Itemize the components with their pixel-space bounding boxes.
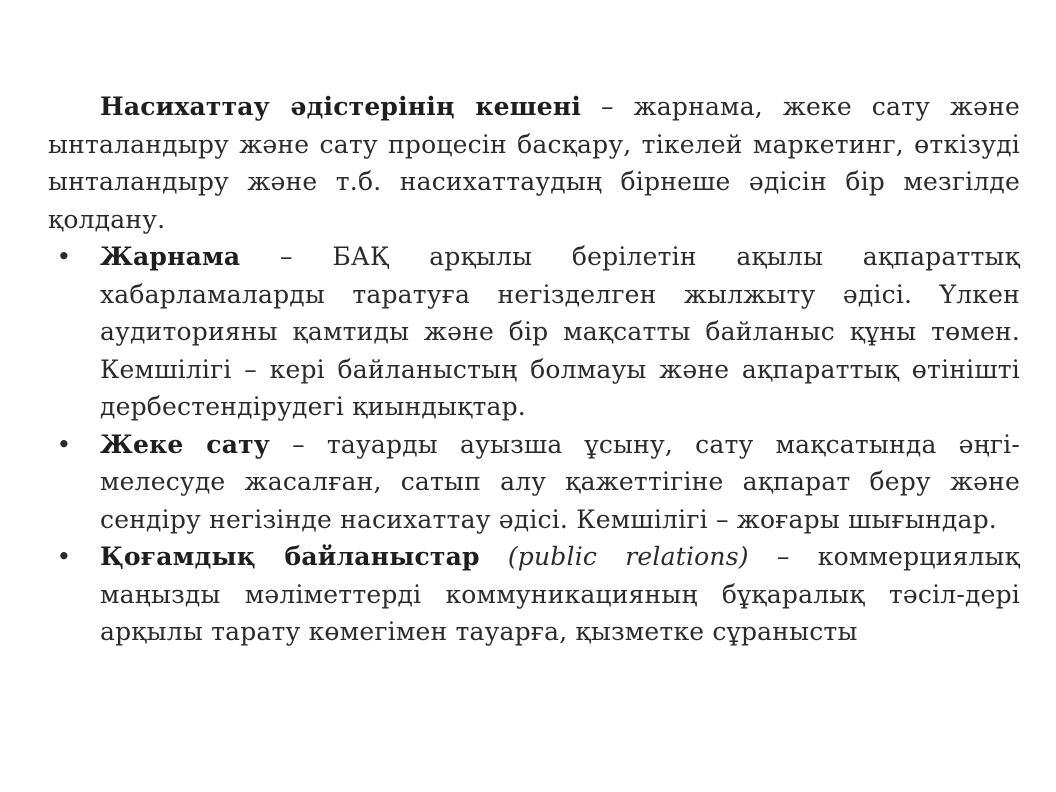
bullet-definition-advertising: – БАҚ арқылы берілетін ақылы ақпараттық хабарламаларды таратуға негізделген жылжыту әдісі. Үлкен аудиторияны қамтиды және бір мақсатты байланыс құны төмен. Кемшілігі – кері байланыстың болмауы және ақпараттық өтінішті дербестендірудегі қиындықтар. [100, 242, 1020, 421]
intro-definition: – жарнама, жеке сату және ынталандыру және сату процесін басқару, тікелей маркетинг, өткізуді ынталандыру және т.б. насихаттаудың бірнеше әдісін бір мезгілде қолдану. [48, 92, 1020, 234]
bullet-term-advertising: Жарнама [100, 242, 241, 271]
bullet-item-personal-selling [48, 426, 1020, 539]
bullet-definition-public-relations: – коммерциялық маңызды мәліметтерді коммуникацияның бұқаралық тәсіл-дері арқылы тарату көмегімен тауарға, қызметке сұранысты [100, 542, 1020, 646]
bullet-definition-personal-selling: – тауарды ауызша ұсыну, сату мақсатында әңгі-мелесуде жасалған, сатып алу қажеттігіне ақпарат беру және сендіру негізінде насихаттау әдісі. Кемшілігі – жоғары шығындар. [100, 429, 1020, 534]
bullet-term-public-relations: Қоғамдық байланыстар [100, 542, 480, 571]
bullet-term-personal-selling: Жеке сату [100, 429, 271, 459]
bullet-note-public-relations: (public relations) [479, 542, 777, 571]
bullet-list [48, 238, 1020, 651]
bullet-marker: • [56, 242, 72, 271]
bullet-marker: • [56, 429, 72, 459]
bullet-marker: • [56, 542, 72, 571]
intro-paragraph [48, 88, 1020, 238]
bullet-item-advertising [48, 238, 1020, 426]
intro-term: Насихаттау әдістерінің кешені [100, 92, 582, 121]
document-text [48, 88, 1020, 651]
bullet-item-public-relations [48, 538, 1020, 651]
